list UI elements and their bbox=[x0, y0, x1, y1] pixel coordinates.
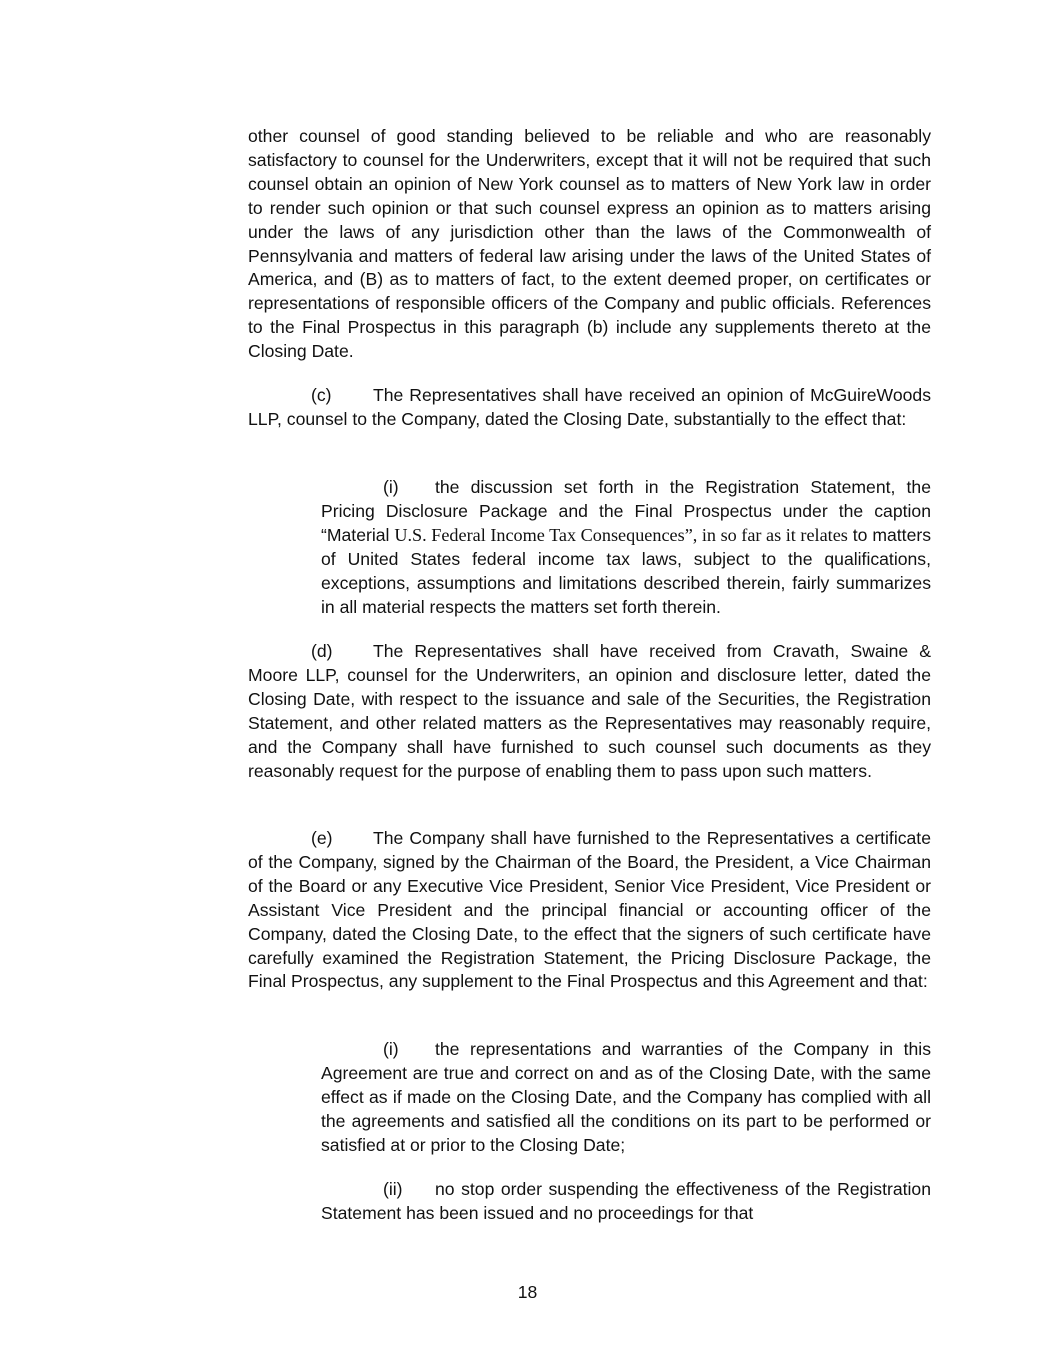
page-number: 18 bbox=[517, 1282, 538, 1302]
paragraph-label: (e) bbox=[311, 828, 333, 848]
paragraph-label: (i) bbox=[383, 1039, 399, 1059]
paragraph-text: no stop order suspending the effectiveness of the Registration Statement has been issued and no proceedings for that bbox=[321, 1179, 931, 1223]
paragraph-text: The Representatives shall have received an opinion of McGuireWoods LLP, counsel to the Company, dated the Closing Date, substantially to the effect that: bbox=[248, 385, 931, 429]
caption-serif-text: U.S. Federal Income Tax Consequences”, in so far as it relates bbox=[394, 524, 848, 545]
paragraph-text: the discussion set forth in the Registration Statement, the Pricing Disclosure Package and the Final Prospectus under the caption “Material bbox=[321, 477, 931, 545]
paragraph-e-i bbox=[321, 1038, 931, 1158]
paragraph-c-i bbox=[321, 476, 931, 619]
paragraph-text: other counsel of good standing believed to be reliable and who are reasonably satisfactory to counsel for the Underwriters, except that it will not be required that such counsel obtain an opinion of New York counsel as to matters of New York law in order to render such opinion or that such counsel express an opinion as to matters arising under the laws of any jurisdiction other than the laws of the Commonwealth of Pennsylvania and matters of federal law arising under the laws of the United States of America, and (B) as to matters of fact, to the extent deemed proper, on certificates or representations of responsible officers of the Company and public officials. References to the Final Prospectus in this paragraph (b) include any supplements thereto at the Closing Date. bbox=[248, 126, 931, 362]
paragraph-label: (i) bbox=[383, 477, 399, 497]
paragraph-label: (d) bbox=[311, 641, 333, 661]
paragraph-text: The Company shall have furnished to the Representatives a certificate of the Company, signed by the Chairman of the Board, the President, a Vice Chairman of the Board or any Executive Vice President, Senior Vice President, Vice President or Assistant Vice President and the principal financial or accounting officer of the Company, dated the Closing Date, to the effect that the signers of such certificate have carefully examined the Registration Statement, the Pricing Disclosure Package, the Final Prospectus, any supplement to the Final Prospectus and this Agreement and that: bbox=[248, 828, 931, 992]
paragraph-b-continuation bbox=[248, 125, 931, 364]
paragraph-text: the representations and warranties of the Company in this Agreement are true and correct on and as of the Closing Date, with the same effect as if made on the Closing Date, and the Company has complied with all the agreements and satisfied all the conditions on its part to be performed or satisfied at or prior to the Closing Date; bbox=[321, 1039, 931, 1155]
paragraph-text-continued: to matters of United States federal income tax laws, subject to the qualifications, exceptions, assumptions and limitations described therein, fairly summarizes in all material respects the matters set forth therein. bbox=[321, 524, 932, 617]
paragraph-text: The Representatives shall have received from Cravath, Swaine & Moore LLP, counsel for the Underwriters, an opinion and disclosure letter, dated the Closing Date, with respect to the issuance and sale of the Securities, the Registration Statement, and other related matters as the Representatives may reasonably require, and the Company shall have furnished to such counsel such documents as they reasonably request for the purpose of enabling them to pass upon such matters. bbox=[248, 641, 931, 781]
paragraph-label: (c) bbox=[311, 385, 332, 405]
paragraph-label: (ii) bbox=[383, 1179, 403, 1199]
paragraph-d bbox=[248, 640, 931, 783]
paragraph-e bbox=[248, 827, 931, 994]
paragraph-c bbox=[248, 384, 931, 432]
paragraph-e-ii bbox=[321, 1178, 931, 1226]
